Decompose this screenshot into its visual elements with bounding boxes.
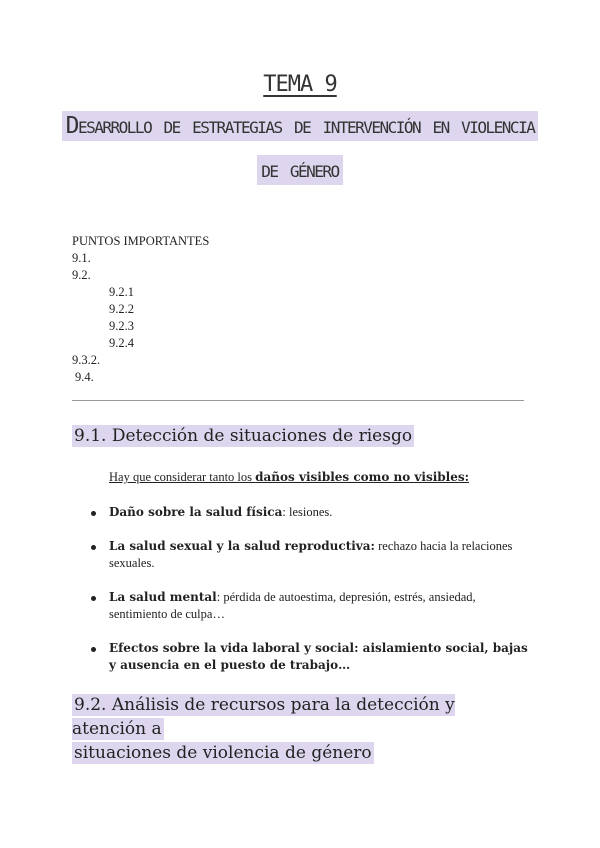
list-item-bold: La salud sexual y la salud reproductiva: xyxy=(109,539,375,553)
list-item xyxy=(90,504,530,521)
section-heading-9-1 xyxy=(72,424,414,448)
list-item-bold: Efectos sobre la vida laboral y social: aislamiento social, bajas y ausencia en el puesto de trabajo… xyxy=(109,641,528,672)
toc-subitem: 9.2.3 xyxy=(109,319,134,333)
horizontal-divider xyxy=(72,400,524,401)
section-heading-9-2 xyxy=(72,693,532,765)
intro-text: Hay que considerar tanto los xyxy=(109,470,256,484)
section-heading-highlight-line-1: 9.2. Análisis de recursos para la detección y atención a xyxy=(72,695,455,739)
toc-item: 9.3.2. xyxy=(72,353,101,367)
toc-item: 9.1. xyxy=(72,251,91,265)
list-item xyxy=(90,640,530,674)
risk-effects-list xyxy=(90,504,530,691)
list-item-text: : pérdida de autoestima, depresión, estrés, ansiedad, sentimiento de culpa… xyxy=(109,590,476,621)
toc-item: 9.2. xyxy=(72,268,91,282)
toc-subitem: 9.2.1 xyxy=(109,285,134,299)
toc-item: 9.4. xyxy=(75,370,94,384)
document-title-line-2 xyxy=(0,157,600,183)
toc-subitem: 9.2.2 xyxy=(109,302,134,316)
list-item-text: rechazo hacia la relaciones sexuales. xyxy=(109,539,513,570)
tema-label: TEMA 9 xyxy=(263,72,337,97)
table-of-contents xyxy=(72,233,209,386)
list-item xyxy=(90,538,530,572)
section-heading-highlight-line-2: situaciones de violencia de género xyxy=(74,743,372,763)
section-heading-highlight: 9.1. Detección de situaciones de riesgo xyxy=(74,426,413,446)
list-item-bold: Daño sobre la salud física xyxy=(109,505,283,519)
list-item-bold: La salud mental xyxy=(109,590,217,604)
toc-heading: PUNTOS IMPORTANTES xyxy=(72,234,210,248)
document-title-line-1 xyxy=(0,113,600,139)
intro-bold-text: daños visibles como no visibles: xyxy=(255,470,470,484)
title-highlight-2: de género xyxy=(257,155,342,185)
section-intro xyxy=(109,470,469,485)
list-item-text: : lesiones. xyxy=(282,505,333,519)
title-highlight-1: Desarrollo de estrategias de intervención en violencia xyxy=(62,111,539,141)
toc-subitem: 9.2.4 xyxy=(109,336,134,350)
list-item xyxy=(90,589,530,623)
